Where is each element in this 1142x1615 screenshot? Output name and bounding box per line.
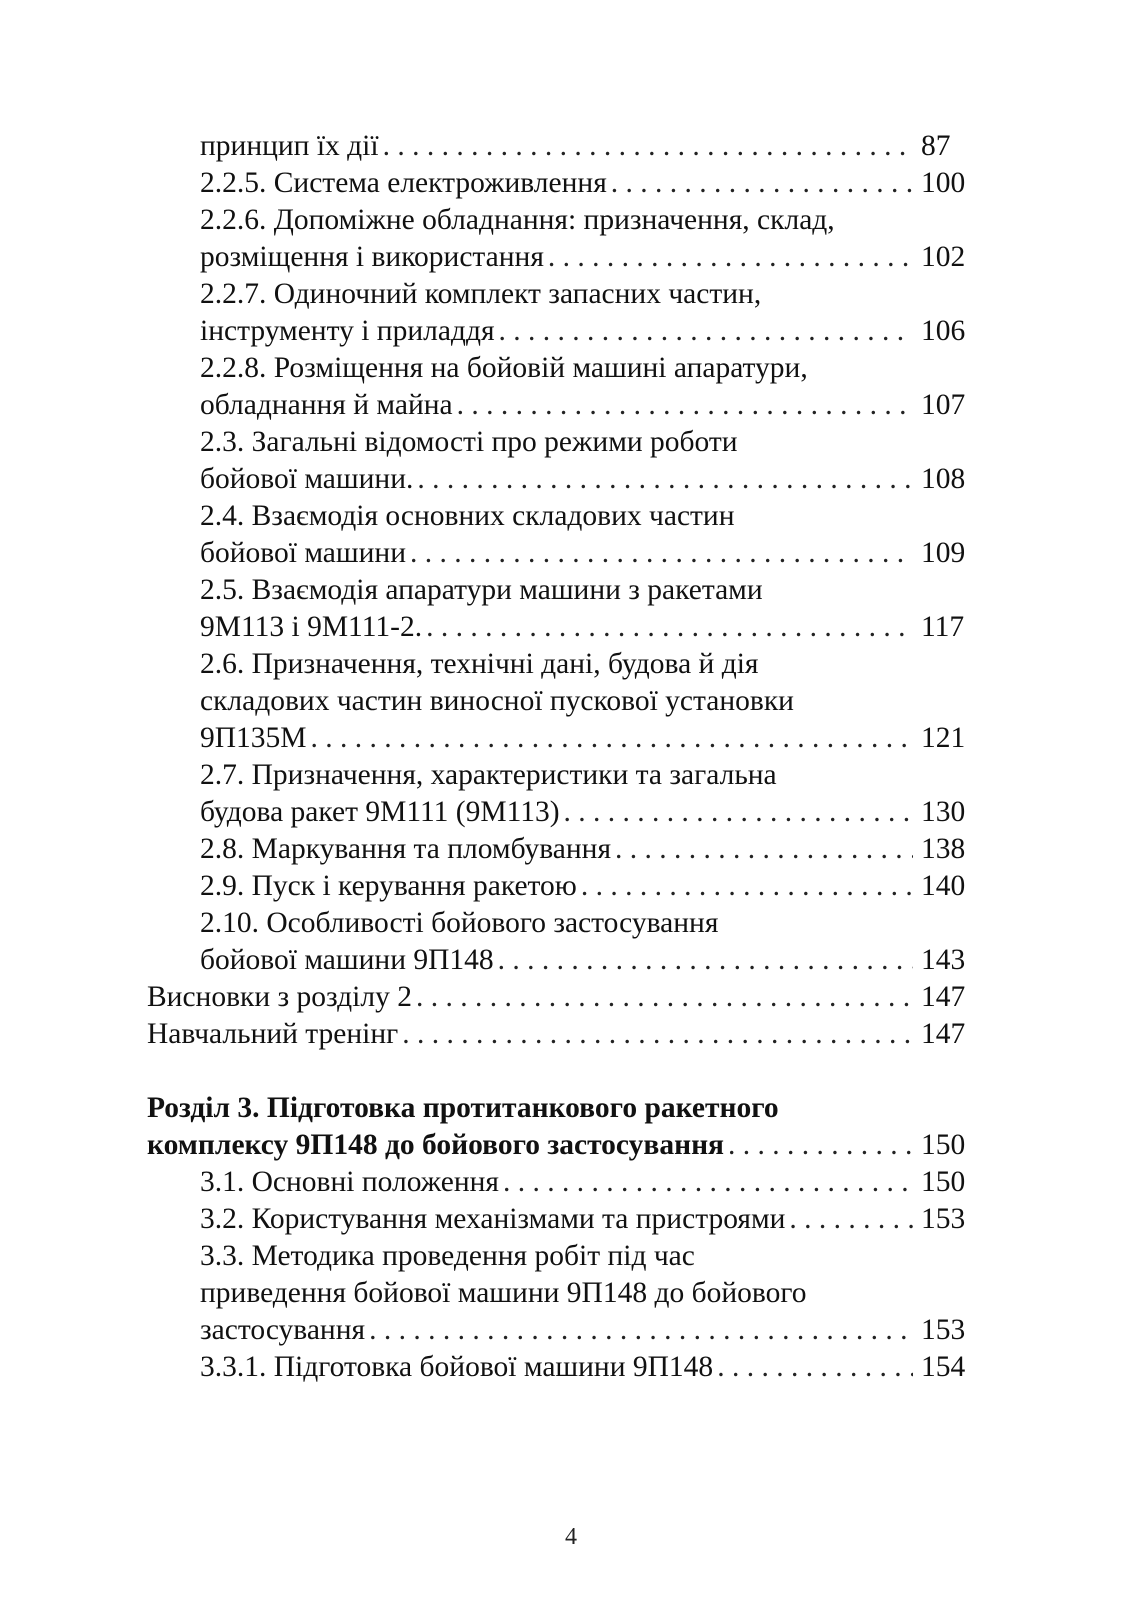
- toc-entry-title-continued: розміщення і використання: [200, 241, 544, 273]
- toc-entry-title: 3.3. Методика проведення робіт під час: [200, 1240, 695, 1272]
- toc-entry[interactable]: [147, 831, 985, 868]
- toc-page-number: 143: [921, 944, 966, 976]
- toc-entry-title: 2.8. Маркування та пломбування: [200, 833, 612, 865]
- toc-entry[interactable]: [147, 757, 985, 831]
- toc-page-number: 153: [921, 1314, 966, 1346]
- toc-entry-title-continued: бойової машини.: [200, 463, 414, 495]
- dot-leader: [422, 609, 913, 646]
- dot-leader: [398, 1016, 913, 1053]
- toc-entry[interactable]: [147, 1201, 985, 1238]
- page-number-footer: 4: [565, 1524, 577, 1550]
- toc-entry[interactable]: [147, 498, 985, 572]
- toc-entry[interactable]: [147, 202, 985, 276]
- toc-entry-title: 2.2.5. Система електроживлення: [200, 167, 607, 199]
- dot-leader: [494, 942, 913, 979]
- toc-entry[interactable]: [147, 905, 985, 979]
- toc-entry[interactable]: [147, 350, 985, 424]
- dot-leader: [365, 1312, 913, 1349]
- toc-page-number: 150: [921, 1129, 966, 1161]
- dot-leader: [499, 1164, 913, 1201]
- dot-leader: [577, 868, 913, 905]
- toc-entry-title-continued: будова ракет 9М111 (9М113): [200, 796, 560, 828]
- dot-leader: [406, 535, 913, 572]
- dot-leader: [412, 979, 913, 1016]
- dot-leader: [611, 831, 913, 868]
- toc-entry-title-continued: бойової машини: [200, 537, 406, 569]
- dot-leader: [379, 128, 913, 165]
- toc-page-number: 154: [921, 1351, 966, 1383]
- toc-page-number: 87: [921, 130, 951, 162]
- toc-entry-title: принцип їх дії: [200, 130, 379, 162]
- toc-entry[interactable]: [147, 646, 985, 757]
- toc-entry-title: 3.1. Основні положення: [200, 1166, 499, 1198]
- toc-entry-title-continued: інструменту і приладдя: [200, 315, 495, 347]
- toc-entry-title-continued: бойової машини 9П148: [200, 944, 494, 976]
- chapter-title-continued: комплексу 9П148 до бойового застосування: [147, 1129, 725, 1161]
- dot-leader: [307, 720, 913, 757]
- chapter-title: Розділ 3. Підготовка протитанкового ракетного: [147, 1092, 779, 1124]
- toc-page-number: 138: [921, 833, 966, 865]
- toc-page-number: 106: [921, 315, 966, 347]
- toc-entry-title: 2.5. Взаємодія апаратури машини з ракетами: [200, 574, 763, 606]
- toc-page-number: 121: [921, 722, 966, 754]
- toc-entry[interactable]: [147, 165, 985, 202]
- toc-page-number: 100: [921, 167, 966, 199]
- toc-entry-title: 2.9. Пуск і керування ракетою: [200, 870, 577, 902]
- toc-page-number: 153: [921, 1203, 966, 1235]
- toc-entry-title: 2.10. Особливості бойового застосування: [200, 907, 719, 939]
- toc-entry[interactable]: [147, 424, 985, 498]
- toc-entry-title: 2.3. Загальні відомості про режими роботи: [200, 426, 738, 458]
- toc-entry-title: 2.2.8. Розміщення на бойовій машині апаратури,: [200, 352, 808, 384]
- toc-page-number: 140: [921, 870, 966, 902]
- toc-entry-title: 3.3.1. Підготовка бойової машини 9П148: [200, 1351, 714, 1383]
- dot-leader: [785, 1201, 913, 1238]
- toc-entry[interactable]: [147, 128, 985, 165]
- toc-page-number: 102: [921, 241, 966, 273]
- toc-entry-title-continued: складових частин виносної пускової установки: [200, 685, 794, 717]
- dot-leader: [560, 794, 913, 831]
- toc-entry-title: 3.2. Користування механізмами та пристроями: [200, 1203, 786, 1235]
- toc-entry[interactable]: [147, 1349, 985, 1386]
- toc-page-number: 117: [921, 611, 965, 643]
- toc-page-number: 108: [921, 463, 966, 495]
- toc-entry-title-continued: 9М113 і 9М111-2.: [200, 611, 423, 643]
- toc-entry-title-continued: приведення бойової машини 9П148 до бойового: [200, 1277, 807, 1309]
- dot-leader: [713, 1349, 913, 1386]
- dot-leader: [495, 313, 913, 350]
- toc-entry[interactable]: [147, 1238, 985, 1349]
- toc-entry-title-continued: застосування: [200, 1314, 366, 1346]
- toc-entry-title: 2.2.6. Допоміжне обладнання: призначення, склад,: [200, 204, 835, 236]
- toc-entry-title: Висновки з розділу 2: [147, 981, 412, 1013]
- section-spacer: [147, 1053, 985, 1090]
- dot-leader: [413, 461, 913, 498]
- dot-leader: [607, 165, 913, 202]
- table-of-contents: [147, 128, 985, 1386]
- toc-page-number: 150: [921, 1166, 966, 1198]
- toc-page-number: 147: [921, 1018, 966, 1050]
- toc-entry-title: 2.4. Взаємодія основних складових частин: [200, 500, 735, 532]
- toc-entry-title-continued: обладнання й майна: [200, 389, 453, 421]
- toc-entry[interactable]: [147, 868, 985, 905]
- toc-page-number: 109: [921, 537, 966, 569]
- toc-entry[interactable]: [147, 1164, 985, 1201]
- toc-entry[interactable]: [147, 276, 985, 350]
- dot-leader: [724, 1127, 913, 1164]
- toc-entry-title-continued: 9П135М: [200, 722, 307, 754]
- toc-page-number: 147: [921, 981, 966, 1013]
- toc-page-number: 107: [921, 389, 966, 421]
- toc-page-number: 130: [921, 796, 966, 828]
- toc-entry[interactable]: [147, 979, 985, 1016]
- toc-entry[interactable]: [147, 1016, 985, 1053]
- toc-entry-title: 2.6. Призначення, технічні дані, будова й дія: [200, 648, 759, 680]
- toc-entry[interactable]: [147, 572, 985, 646]
- dot-leader: [453, 387, 913, 424]
- toc-chapter-entry[interactable]: [147, 1090, 985, 1164]
- toc-entry-title: 2.2.7. Одиночний комплект запасних частин,: [200, 278, 762, 310]
- toc-entry-title: Навчальний тренінг: [147, 1018, 399, 1050]
- toc-entry-title: 2.7. Призначення, характеристики та загальна: [200, 759, 777, 791]
- dot-leader: [544, 239, 913, 276]
